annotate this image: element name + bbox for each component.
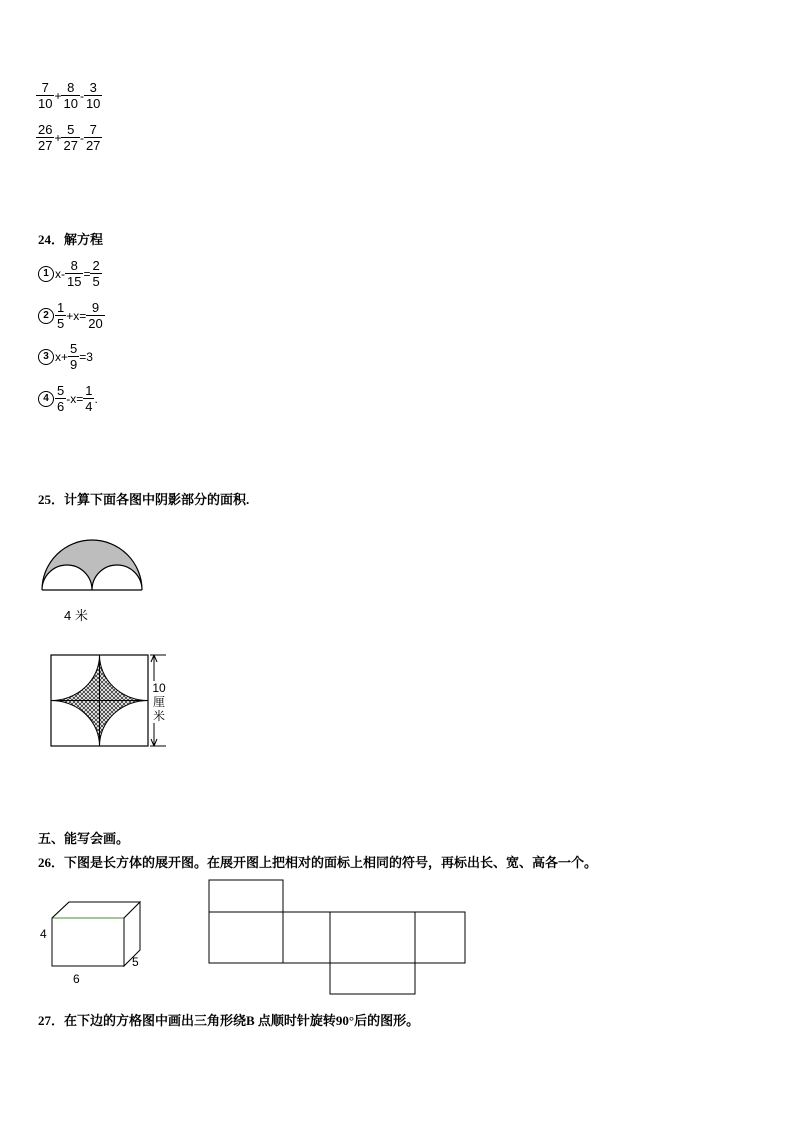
fraction-expression-1: $\frac{7}{10}$ + $\frac{8}{10}$ - $\frac{3}{10}$ bbox=[38, 80, 101, 111]
fraction-expression-2: $\frac{26}{27}$ + $\frac{5}{27}$ - $\frac{7}{27}$ bbox=[38, 122, 101, 153]
question-26-title: 26．下图是长方体的展开图。在展开图上把相对的面标上相同的符号，再标出长、宽、高各一个。 bbox=[38, 855, 598, 870]
fraction: $\frac{8}{10}$ bbox=[63, 80, 78, 111]
circled-number: 2 bbox=[38, 308, 54, 324]
cuboid-width-label: 5 bbox=[132, 955, 139, 969]
circled-number: 3 bbox=[38, 349, 54, 365]
circled-number: 1 bbox=[38, 266, 54, 282]
figure-1-label: 4 米 bbox=[64, 608, 88, 623]
fraction: $\frac{26}{27}$ bbox=[38, 122, 53, 153]
equation-3: 3 x+ $\frac{5}{9}$ =3 bbox=[38, 341, 93, 372]
circled-number: 4 bbox=[38, 391, 54, 407]
cuboid-net bbox=[206, 877, 470, 999]
equation-1: 1 x- $\frac{8}{15}$ = $\frac{2}{5}$ bbox=[38, 258, 102, 289]
question-25-title: 25．计算下面各图中阴影部分的面积. bbox=[38, 492, 250, 507]
semicircle-figure bbox=[38, 525, 146, 595]
cuboid-length-label: 6 bbox=[73, 972, 80, 986]
section-5-title: 五、能写会画。 bbox=[38, 831, 130, 846]
fraction: $\frac{5}{27}$ bbox=[63, 122, 78, 153]
fraction: $\frac{3}{10}$ bbox=[85, 80, 101, 111]
question-27-title: 27．在下边的方格图中画出三角形绕B 点顺时针旋转90°后的图形。 bbox=[38, 1013, 420, 1028]
cuboid-height-label: 4 bbox=[40, 927, 47, 941]
fraction: $\frac{7}{27}$ bbox=[85, 122, 101, 153]
equation-4: 4 $\frac{5}{6}$ -x= $\frac{1}{4}$ . bbox=[38, 383, 98, 414]
equation-2: 2 $\frac{1}{5}$ +x= $\frac{9}{20}$ bbox=[38, 300, 105, 331]
fraction: $\frac{7}{10}$ bbox=[38, 80, 53, 111]
question-24-title: 24．解方程 bbox=[38, 232, 104, 247]
figure-2-label: 10 厘 米 bbox=[152, 681, 166, 723]
